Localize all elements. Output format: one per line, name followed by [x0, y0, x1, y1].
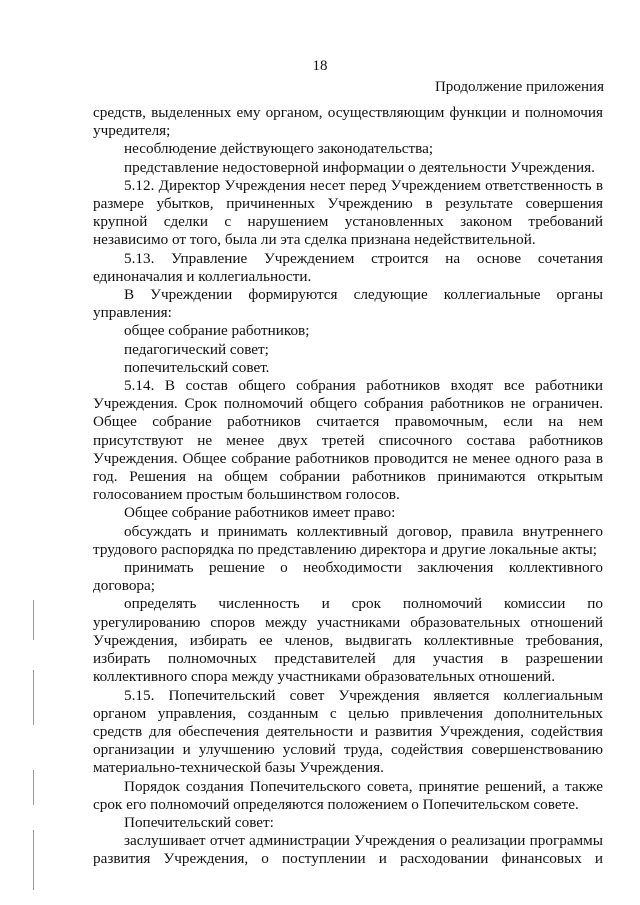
paragraph: попечительский совет. — [124, 358, 270, 376]
paragraph: 5.15. Попечительский совет Учреждения является коллегиальным органом управления, созданным с целью привлечения дополнительных средств для обеспечения деятельности и развития Учреждения, содействия организации и улучшению условий труда, содействия совершенствованию материально-технической базы Учреждения. — [93, 686, 603, 777]
document-body — [93, 104, 603, 869]
scan-margin-marks — [33, 600, 35, 900]
paragraph: Порядок создания Попечительского совета, принятие решений, а также срок его полномочий определяются положением о Попечительском совете. — [93, 777, 603, 813]
paragraph: заслушивает отчет администрации Учреждения о реализации программы развития Учреждения, о поступлении и расходовании финансовых и — [93, 832, 603, 868]
paragraph: Попечительский совет: — [124, 813, 274, 831]
paragraph: 5.13. Управление Учреждением строится на основе сочетания единоначалия и коллегиальности. — [93, 249, 603, 285]
paragraph: Общее собрание работников имеет право: — [124, 504, 396, 522]
page-number: 18 — [312, 58, 328, 74]
paragraph: средств, выделенных ему органом, осуществляющим функции и полномочия учредителя; — [93, 104, 603, 140]
paragraph: представление недостоверной информации о деятельности Учреждения. — [124, 158, 595, 176]
appendix-continuation-label: Продолжение приложения — [434, 79, 604, 95]
paragraph: принимать решение о необходимости заключения коллективного договора; — [93, 559, 603, 595]
paragraph: обсуждать и принимать коллективный договор, правила внутреннего трудового распорядка по представлению директора и другие локальные акты; — [93, 522, 603, 558]
paragraph: 5.12. Директор Учреждения несет перед Учреждением ответственность в размере убытков, причиненных Учреждению в результате совершения крупной сделки с нарушением установленных законом требований независимо от того, была ли эта сделка признана недействительной. — [93, 176, 603, 249]
paragraph: общее собрание работников; — [124, 322, 310, 340]
paragraph: определять численность и срок полномочий комиссии по урегулированию споров между участниками образовательных отношений Учреждения, избирать ее членов, выдвигать коллективные требования, избирать полномочных представителей для участия в разрешении коллективного спора между участниками образовательных отношений. — [93, 595, 603, 686]
paragraph: В Учреждении формируются следующие коллегиальные органы управления: — [93, 286, 603, 322]
paragraph: педагогический совет; — [124, 340, 269, 358]
paragraph: несоблюдение действующего законодательства; — [124, 140, 434, 158]
paragraph: 5.14. В состав общего собрания работников входят все работники Учреждения. Срок полномочий общего собрания работников не ограничен. Общее собрание работников считается правомочным, если на нем присутствуют не менее двух третей списочного состава работников Учреждения. Общее собрание работников проводится не менее одного раза в год. Решения на общем собрании работников принимаются открытым голосованием простым большинством голосов. — [93, 377, 603, 504]
